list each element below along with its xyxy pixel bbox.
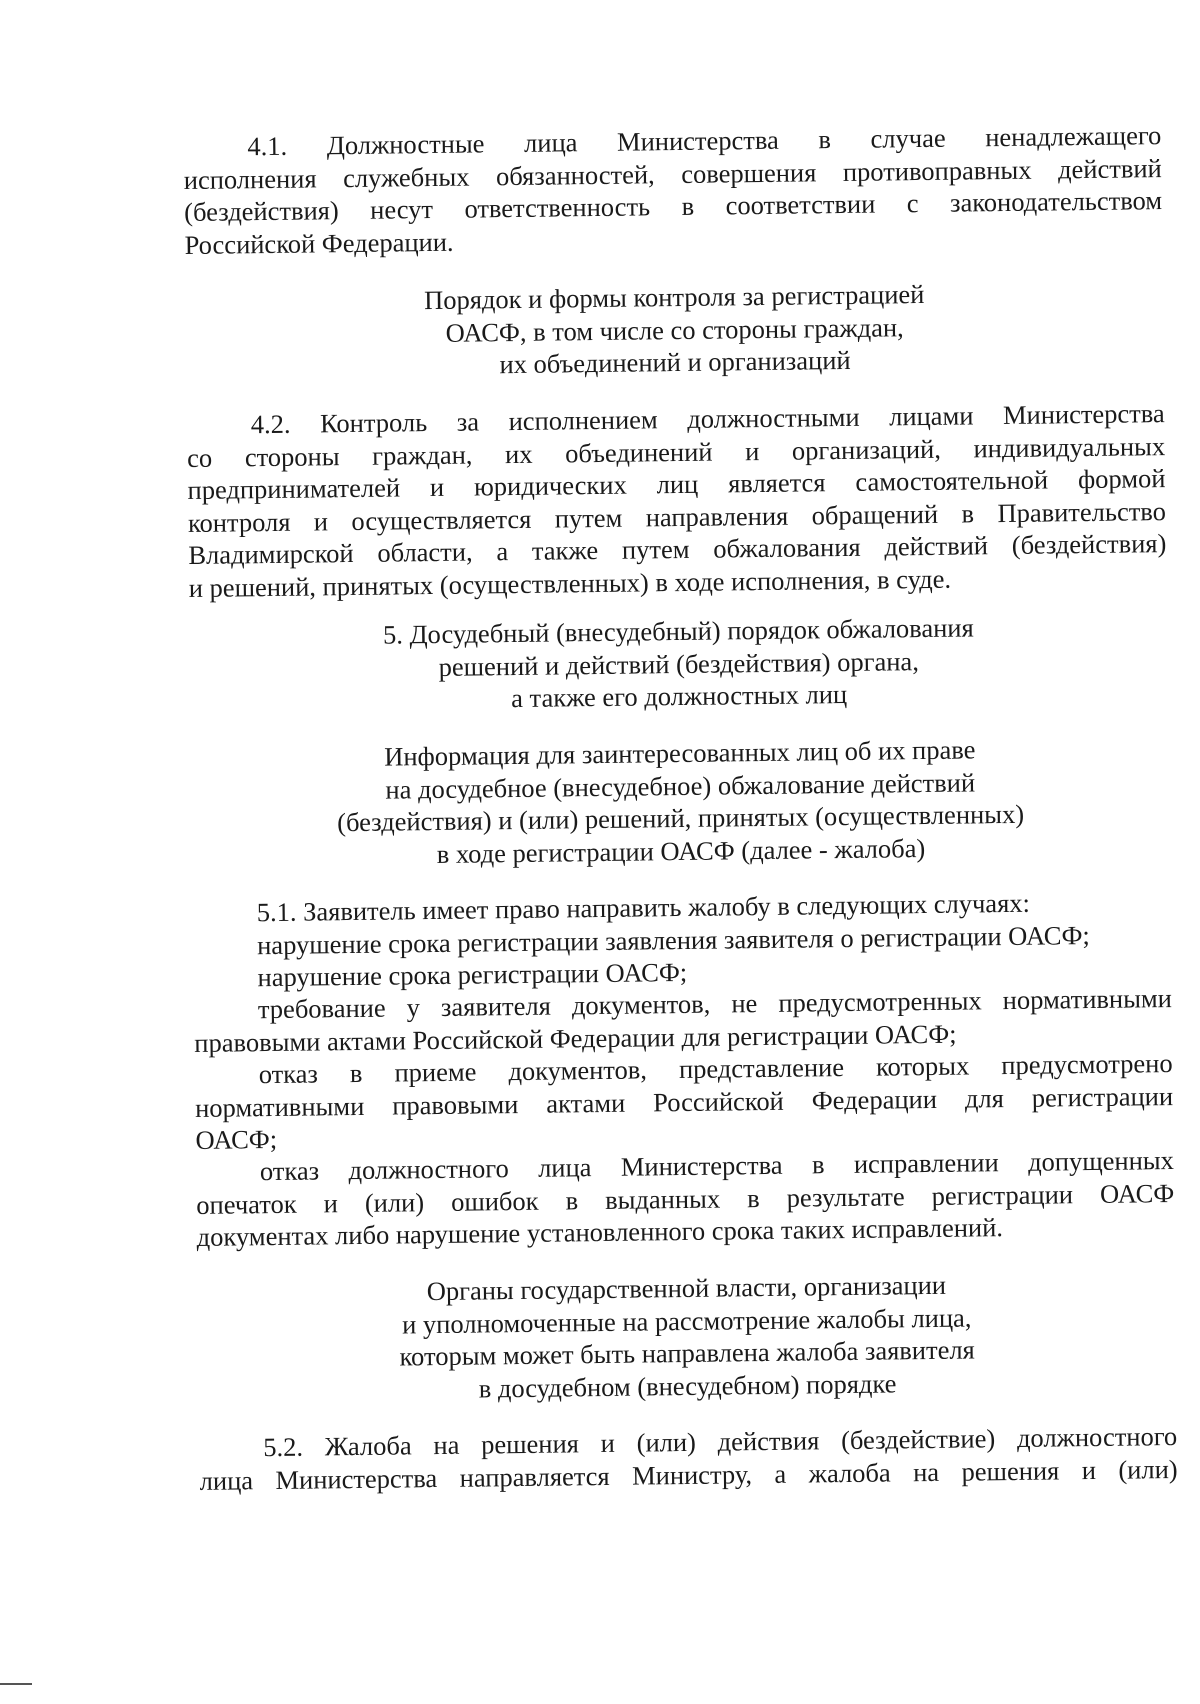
paragraph-line: документах либо нарушение установленного срока таких исправлений. bbox=[196, 1212, 1004, 1252]
paragraph-line: 5.2. Жалоба на решения и (или) действия (бездействие) должностного bbox=[263, 1420, 1178, 1463]
heading-line: Информация для заинтересованных лиц об их праве bbox=[384, 734, 976, 772]
heading-line: которым может быть направлена жалоба заявителя bbox=[399, 1334, 975, 1372]
paragraph-5-1-intro bbox=[257, 886, 1091, 994]
heading-line: и уполномоченные на рассмотрение жалобы лица, bbox=[401, 1301, 972, 1339]
heading-line: Органы государственной власти, организации bbox=[426, 1269, 947, 1307]
heading-information-rights bbox=[191, 731, 1171, 873]
paragraph-line: 4.2. Контроль за исполнением должностными лицами Министерства bbox=[250, 398, 1165, 440]
heading-line: на досудебное (внесудебное) обжалование действий bbox=[385, 766, 976, 805]
paragraph-line: правовыми актами Российской Федерации для регистрации ОАСФ; bbox=[194, 1018, 957, 1058]
paragraph-line: предпринимателей и юридических лиц является самостоятельной формой bbox=[187, 463, 1166, 506]
paragraph-line: отказ должностного лица Министерства в исправлении допущенных bbox=[259, 1145, 1175, 1187]
paragraph-4-2 bbox=[187, 397, 1167, 604]
heading-line: 5. Досудебный (внесудебный) порядок обжалования bbox=[382, 612, 974, 650]
paragraph-line: 5.1. Заявитель имеет право направить жалобу в следующих случаях: bbox=[256, 887, 1031, 928]
paragraph-line: (бездействия) несут ответственность в соответствии с законодательством bbox=[183, 185, 1163, 228]
heading-line: Порядок и формы контроля за регистрацией bbox=[423, 278, 925, 316]
heading-section-5 bbox=[189, 609, 1168, 718]
paragraph-line: лица Министерства направляется Министру, а жалоба на решения и (или) bbox=[199, 1453, 1178, 1496]
paragraph-line: Российской Федерации. bbox=[184, 226, 454, 260]
paragraph-line: со стороны граждан, их объединений и организаций, индивидуальных bbox=[186, 430, 1166, 473]
heading-line: в ходе регистрации ОАСФ (далее - жалоба) bbox=[436, 832, 926, 869]
heading-line: а также его должностных лиц bbox=[510, 678, 848, 714]
list-item: нарушение срока регистрации ОАСФ; bbox=[257, 956, 688, 993]
paragraph-line: контроля и осуществляется путем направления обращений в Правительство bbox=[187, 495, 1167, 538]
paragraph-line: ОАСФ; bbox=[195, 1123, 278, 1155]
heading-line: (бездействия) и (или) решений, принятых (осуществленных) bbox=[336, 798, 1025, 838]
paragraph-5-1-case-5 bbox=[196, 1144, 1175, 1253]
paragraph-line: опечаток и (или) ошибок в выданных в результате регистрации ОАСФ bbox=[196, 1177, 1175, 1220]
heading-control-forms bbox=[185, 275, 1164, 384]
paragraph-5-1-case-3 bbox=[194, 982, 1173, 1059]
heading-line: решений и действий (бездействия) органа, bbox=[438, 645, 920, 682]
paragraph-5-2 bbox=[199, 1420, 1178, 1497]
paragraph-4-1 bbox=[183, 119, 1163, 261]
scan-edge-mark bbox=[0, 1683, 32, 1685]
paragraph-line: и решений, принятых (осуществленных) в ходе исполнения, в суде. bbox=[188, 563, 952, 603]
heading-line: в досудебном (внесудебном) порядке bbox=[478, 1367, 897, 1404]
paragraph-line: Владимирской области, а также путем обжалования действий (бездействия) bbox=[188, 528, 1167, 571]
paragraph-line: исполнения служебных обязанностей, совершения противоправных действий bbox=[183, 152, 1162, 195]
heading-line: ОАСФ, в том числе со стороны граждан, bbox=[445, 311, 904, 348]
heading-line: их объединений и организаций bbox=[499, 344, 851, 380]
paragraph-line: 4.1. Должностные лица Министерства в случае ненадлежащего bbox=[247, 120, 1162, 162]
paragraph-line: нормативными правовыми актами Российской Федерации для регистрации bbox=[194, 1080, 1174, 1123]
paragraph-5-1-case-4 bbox=[195, 1047, 1174, 1156]
heading-complaint-bodies bbox=[197, 1266, 1177, 1408]
list-item: нарушение срока регистрации заявления заявителя о регистрации ОАСФ; bbox=[256, 919, 1090, 960]
paragraph-line: отказ в приеме документов, представление которых предусмотрено bbox=[258, 1048, 1173, 1090]
paragraph-line: требование у заявителя документов, не предусмотренных нормативными bbox=[257, 983, 1173, 1025]
